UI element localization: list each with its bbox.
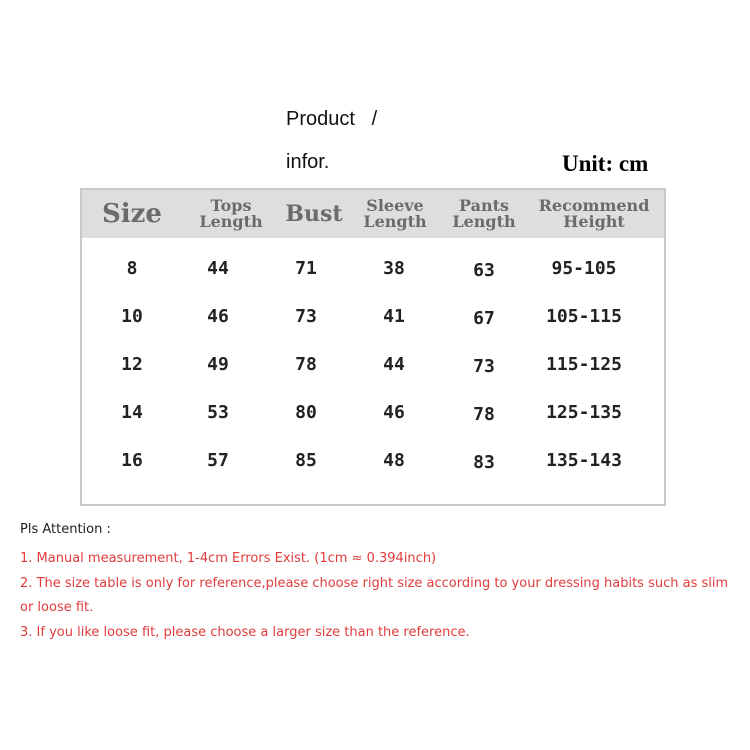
table-row [82, 248, 664, 288]
cell-tops-length: 49 [207, 353, 229, 375]
attention-notes [20, 522, 745, 645]
cell-pants-length: 63 [473, 259, 495, 281]
cell-recommend-height: 115-125 [546, 353, 622, 375]
cell-sleeve-length: 41 [383, 305, 405, 327]
cell-tops-length: 57 [207, 449, 229, 471]
cell-recommend-height: 105-115 [546, 305, 622, 327]
cell-bust: 78 [295, 353, 317, 375]
cell-pants-length: 83 [473, 451, 495, 473]
cell-sleeve-length: 44 [383, 353, 405, 375]
size-table [80, 188, 666, 506]
table-row [82, 440, 664, 480]
table-row [82, 344, 664, 384]
header-pants-length: Pants Length [452, 196, 516, 231]
cell-sleeve-length: 38 [383, 257, 405, 279]
product-title: Product / [286, 108, 378, 130]
cell-size: 14 [121, 401, 143, 423]
product-subtitle: infor. [286, 151, 330, 173]
cell-bust: 80 [295, 401, 317, 423]
cell-tops-length: 46 [207, 305, 229, 327]
header-bust: Bust [285, 201, 343, 227]
note-item: 1. Manual measurement, 1-4cm Errors Exist. (1cm ≈ 0.394inch) [20, 551, 437, 566]
cell-pants-length: 73 [473, 355, 495, 377]
header-tops-length: Tops Length [199, 196, 263, 231]
cell-tops-length: 53 [207, 401, 229, 423]
note-item: 2. The size table is only for reference,please choose right size according to your dressing habits such as slim or loose fit. [20, 575, 729, 615]
cell-sleeve-length: 46 [383, 401, 405, 423]
unit-label: Unit: cm [562, 151, 649, 176]
header-sleeve-length: Sleeve Length [363, 196, 427, 231]
cell-size: 10 [121, 305, 143, 327]
cell-size: 8 [126, 257, 138, 279]
cell-bust: 73 [295, 305, 317, 327]
cell-sleeve-length: 48 [383, 449, 405, 471]
header-recommend-height: Recommend Height [538, 196, 650, 231]
cell-recommend-height: 135-143 [546, 449, 622, 471]
cell-bust: 85 [295, 449, 317, 471]
cell-size: 16 [121, 449, 143, 471]
cell-bust: 71 [295, 257, 317, 279]
attention-heading: Pls Attention : [20, 522, 111, 537]
table-header [82, 190, 664, 238]
cell-pants-length: 67 [473, 307, 495, 329]
cell-pants-length: 78 [473, 403, 495, 425]
table-row [82, 296, 664, 336]
note-item: 3. If you like loose fit, please choose a larger size than the reference. [20, 624, 470, 640]
cell-tops-length: 44 [207, 257, 229, 279]
table-row [82, 392, 664, 432]
cell-recommend-height: 125-135 [546, 401, 622, 423]
header-size: Size [102, 199, 162, 229]
cell-recommend-height: 95-105 [551, 257, 617, 279]
cell-size: 12 [121, 353, 143, 375]
